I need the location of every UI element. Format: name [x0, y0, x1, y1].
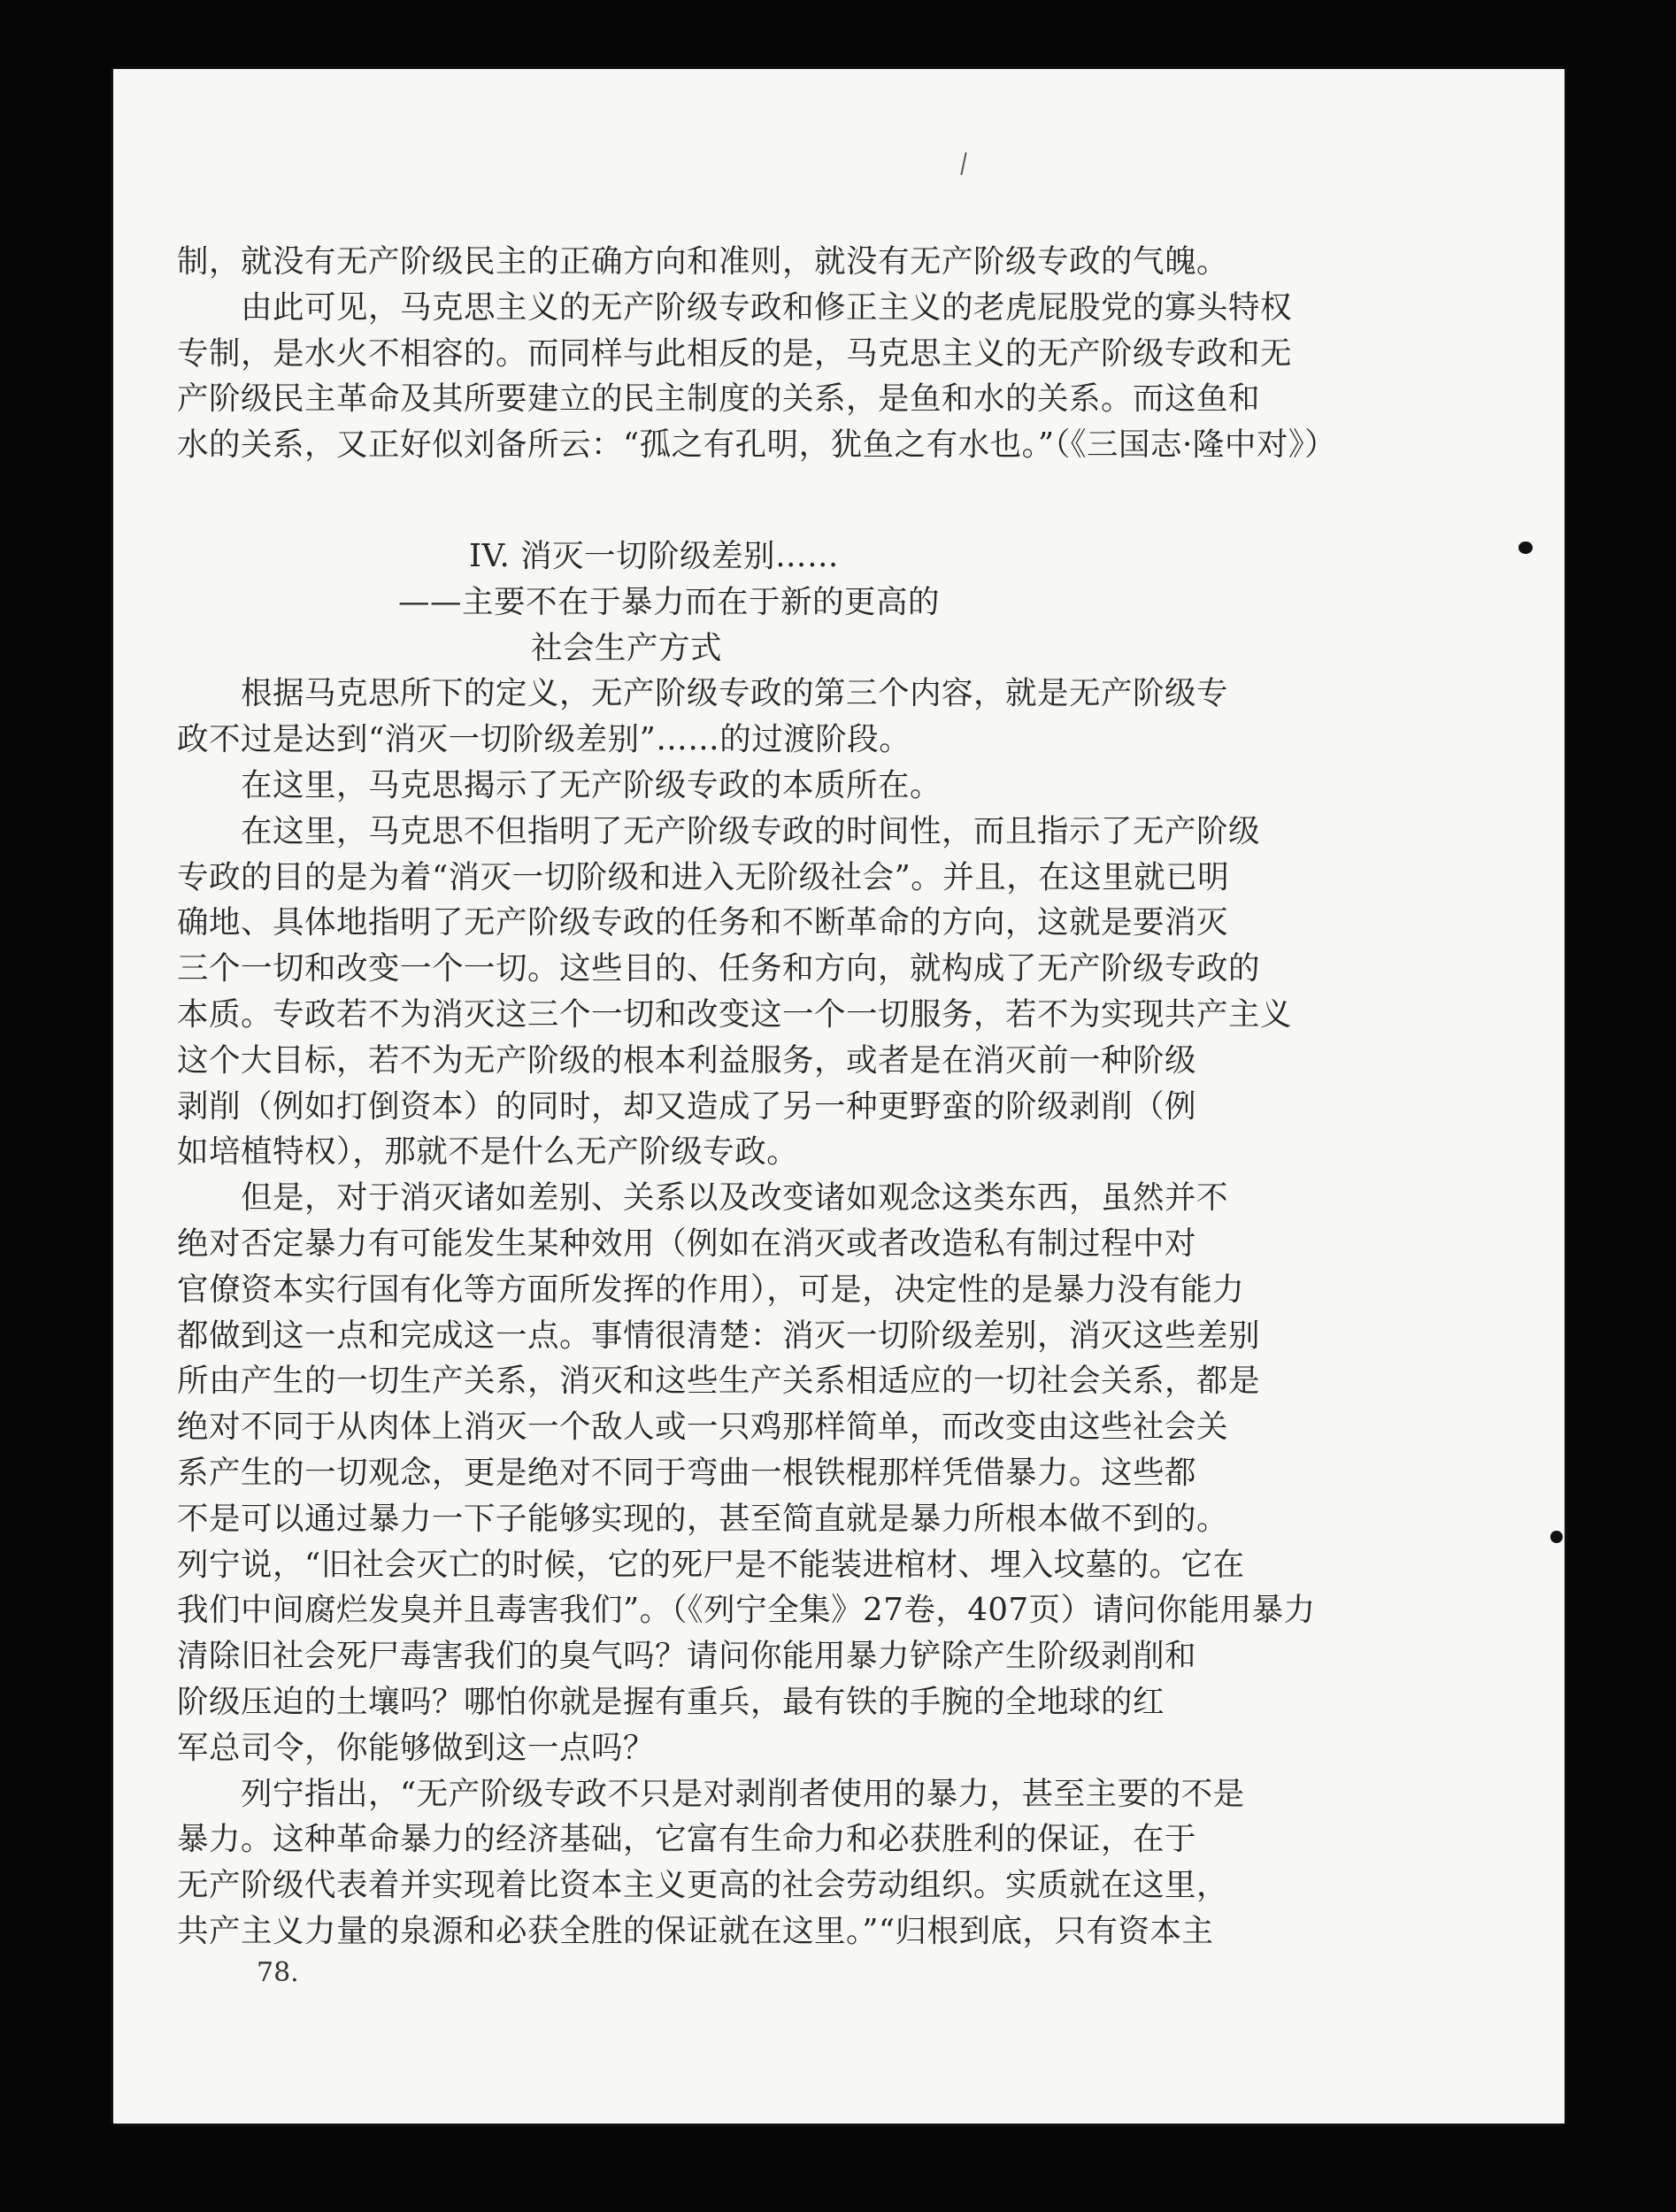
text-line: 军总司令，你能够做到这一点吗？	[177, 1729, 656, 1766]
text-line: 由此可见，马克思主义的无产阶级专政和修正主义的老虎屁股党的寡头特权	[241, 288, 1293, 326]
text-line: 暴力。这种革命暴力的经济基础，它富有生命力和必获胜利的保证，在于	[177, 1821, 1197, 1858]
text-line: 阶级压迫的土壤吗？哪怕你就是握有重兵，最有铁的手腕的全地球的红	[177, 1683, 1165, 1720]
text-line: 这个大目标，若不为无产阶级的根本利益服务，或者是在消灭前一种阶级	[177, 1041, 1197, 1079]
text-line: 无产阶级代表着并实现着比资本主义更高的社会劳动组织。实质就在这里，	[177, 1867, 1229, 1904]
text-line: 根据马克思所下的定义，无产阶级专政的第三个内容，就是无产阶级专	[241, 675, 1229, 712]
text-line: 政不过是达到“消灭一切阶级差别”……的过渡阶段。	[177, 721, 911, 758]
text-line: 在这里，马克思不但指明了无产阶级专政的时间性，而且指示了无产阶级	[241, 812, 1261, 849]
text-line: 但是，对于消灭诸如差别、关系以及改变诸如观念这类东西，虽然并不	[241, 1179, 1229, 1217]
text-line: 专政的目的是为着“消灭一切阶级和进入无阶级社会”。并且，在这里就已明	[177, 858, 1230, 895]
text-line: 制，就没有无产阶级民主的正确方向和准则，就没有无产阶级专政的气魄。	[177, 243, 1229, 280]
section-subheading: ——主要不在于暴力而在于新的更高的	[398, 583, 941, 620]
text-line: 如培植特权），那就不是什么无产阶级专政。	[177, 1133, 799, 1171]
text-line: 专制，是水火不相容的。而同样与此相反的是，马克思主义的无产阶级专政和无	[177, 334, 1293, 372]
text-line: 我们中间腐烂发臭并且毒害我们”。（《列宁全集》27卷，407页）请问你能用暴力	[177, 1592, 1316, 1629]
text-line: 产阶级民主革命及其所要建立的民主制度的关系，是鱼和水的关系。而这鱼和	[177, 380, 1261, 418]
section-subheading: 社会生产方式	[531, 629, 723, 666]
text-line: 绝对不同于从肉体上消灭一个敌人或一只鸡那样简单，而改变由这些社会关	[177, 1409, 1229, 1446]
section-heading: IV. 消灭一切阶级差别……	[469, 537, 840, 574]
text-line: 水的关系，又正好似刘备所云：“孤之有孔明，犹鱼之有水也。”（《三国志·隆中对》）	[177, 426, 1337, 464]
text-line: 剥削（例如打倒资本）的同时，却又造成了另一种更野蛮的阶级剥削（例	[177, 1087, 1197, 1125]
ink-spot	[1550, 1531, 1563, 1543]
text-line: 官僚资本实行国有化等方面所发挥的作用），可是，决定性的是暴力没有能力	[177, 1271, 1245, 1308]
text-line: 不是可以通过暴力一下子能够实现的，甚至简直就是暴力所根本做不到的。	[177, 1500, 1229, 1537]
page-number: 78.	[257, 1957, 299, 1988]
text-line: 都做到这一点和完成这一点。事情很清楚：消灭一切阶级差别，消灭这些差别	[177, 1317, 1261, 1354]
text-line: 确地、具体地指明了无产阶级专政的任务和不断革命的方向，这就是要消灭	[177, 904, 1229, 941]
text-line: 共产主义力量的泉源和必获全胜的保证就在这里。”“归根到底，只有资本主	[177, 1912, 1214, 1949]
text-line: 所由产生的一切生产关系，消灭和这些生产关系相适应的一切社会关系，都是	[177, 1363, 1261, 1400]
document-body	[177, 239, 1372, 1955]
text-line: 列宁指出，“无产阶级专政不只是对剥削者使用的暴力，甚至主要的不是	[241, 1775, 1245, 1812]
text-line: 列宁说，“旧社会灭亡的时候，它的死尸是不能装进棺材、埋入坟墓的。它在	[177, 1546, 1245, 1583]
text-line: 本质。专政若不为消灭这三个一切和改变这一个一切服务，若不为实现共产主义	[177, 995, 1293, 1033]
text-line: 三个一切和改变一个一切。这些目的、任务和方向，就构成了无产阶级专政的	[177, 950, 1261, 987]
ink-spot	[1518, 541, 1533, 554]
text-line: 绝对否定暴力有可能发生某种效用（例如在消灭或者改造私有制过程中对	[177, 1225, 1197, 1262]
text-line: 系产生的一切观念，更是绝对不同于弯曲一根铁棍那样凭借暴力。这些都	[177, 1454, 1197, 1491]
text-line: 清除旧社会死尸毒害我们的臭气吗？请问你能用暴力铲除产生阶级剥削和	[177, 1638, 1197, 1675]
text-line: 在这里，马克思揭示了无产阶级专政的本质所在。	[241, 766, 942, 803]
